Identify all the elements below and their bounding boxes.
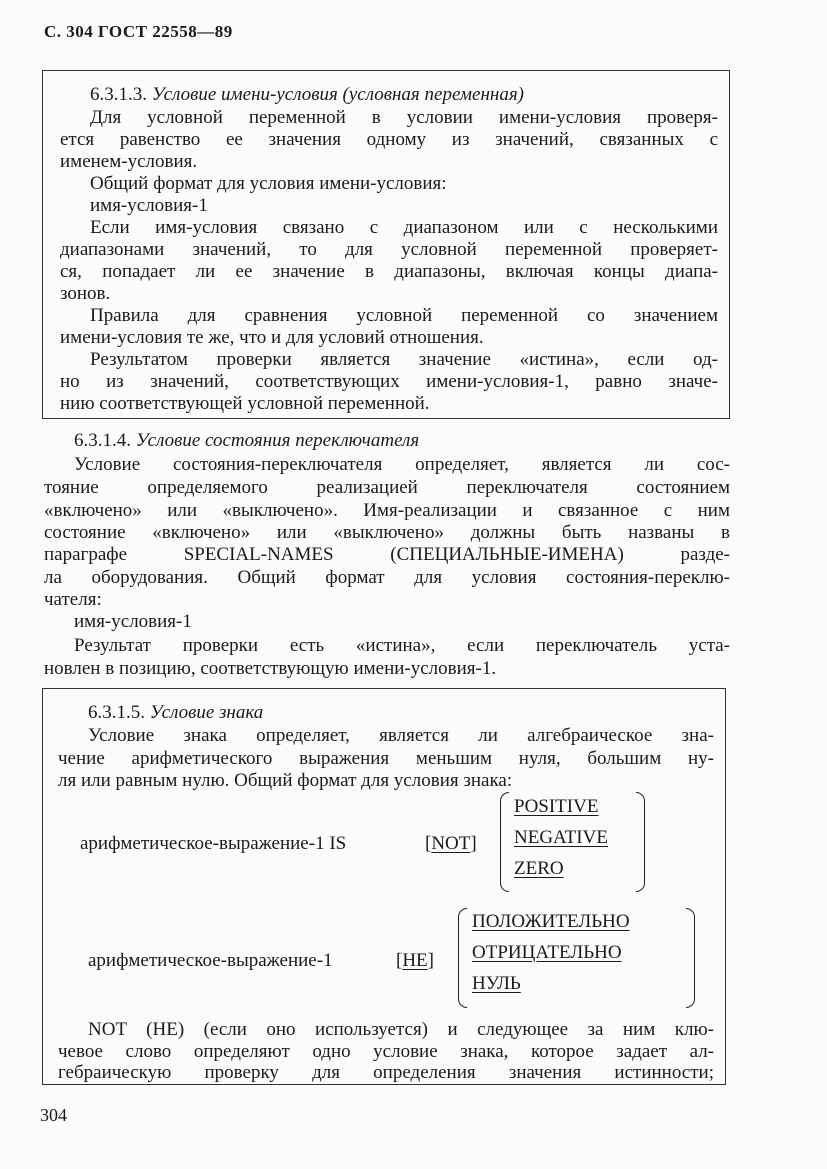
section-heading-6-3-1-5 [88,702,263,724]
format2-choice-1: ОТРИЦАТЕЛЬНО [472,942,622,963]
section-heading-6-3-1-3 [90,84,524,106]
s1-line-4: имя-условия-1 [90,195,208,216]
box1-top-rule [42,70,730,71]
format2-choice-0: ПОЛОЖИТЕЛЬНО [472,911,630,932]
s2-line-1: тояние определяемого реализацией переключателя состоянием [44,477,730,498]
s1-line-6: диапазонами значений, то для условной переменной проверяет- [60,239,718,260]
format2-prefix: арифметическое-выражение-1 [88,950,333,971]
format1-prefix: арифметическое-выражение-1 IS [80,833,347,854]
s1-line-3: Общий формат для условия имени-условия: [90,173,447,194]
s3-line-0: Условие знака определяет, является ли алгебраическое зна- [88,725,714,746]
section-number: 6.3.1.5. [88,702,145,723]
s2-line-8: Результат проверки есть «истина», если переключатель уста- [74,635,730,656]
s2-line-2: «включено» или «выключено». Имя-реализации и связанное с ним [44,500,730,521]
s3-line-2: ля или равным нулю. Общий формат для условия знака: [58,770,513,791]
s1-line-8: зонов. [60,283,111,304]
format2-optional: [НЕ] [396,950,434,971]
s1-line-1: ется равенство ее значения одному из значений, связанных с [60,129,718,150]
box3-bottom-rule [42,1084,726,1085]
s1-line-0: Для условной переменной в условии имени-условия проверя- [90,107,718,128]
format2-optional-word: НЕ [402,950,428,971]
s3-tail-1: чевое слово определяют одно условие знака, которое задает ал- [58,1041,714,1062]
s1-line-12: но из значений, соответствующих имени-условия-1, равно значе- [60,371,718,392]
format2-choice-2: НУЛЬ [472,973,521,994]
s1-line-9: Правила для сравнения условной переменной со значением [90,305,718,326]
s2-line-9: новлен в позицию, соответствующую имени-условия-1. [44,658,497,679]
s1-line-11: Результатом проверки является значение «истина», если од- [90,349,718,370]
format1-optional: [NOT] [425,833,477,854]
page-header: С. 304 ГОСТ 22558—89 [44,22,233,41]
section-title: Условие знака [149,702,264,723]
format1-left-brace [500,792,509,892]
box3-top-rule [42,688,726,689]
s2-line-6: чателя: [44,589,102,610]
s2-line-7: имя-условия-1 [74,611,192,632]
s2-line-5: ла оборудования. Общий формат для условия состояния-переклю- [44,567,730,588]
s2-line-3: состояние «включено» или «выключено» должны быть названы в [44,522,730,543]
s2-line-4: параграфе SPECIAL-NAMES (СПЕЦИАЛЬНЫЕ-ИМЕНА) разде- [44,544,730,565]
format2-left-brace [458,908,467,1008]
s1-line-13: нию соответствующей условной переменной. [60,393,430,414]
s1-line-5: Если имя-условия связано с диапазоном или с несколькими [90,217,718,238]
page-number: 304 [40,1105,67,1125]
section-heading-6-3-1-4 [74,430,419,452]
s3-tail-0: NOT (НЕ) (если оно используется) и следующее за ним клю- [88,1019,714,1040]
format1-choice-1: NEGATIVE [514,827,608,848]
section-title: Условие состояния переключателя [135,430,420,451]
s1-line-10: имени-условия те же, что и для условий отношения. [60,327,484,348]
section-title: Условие имени-условия (условная переменная) [151,84,524,105]
format1-choice-2: ZERO [514,858,564,879]
s3-tail-2: гебраическую проверку для определения значения истинности; [58,1062,714,1083]
format1-optional-word: NOT [431,833,471,854]
s1-line-2: именем-условия. [60,151,198,172]
section-number: 6.3.1.4. [74,430,131,451]
s1-line-7: ся, попадает ли ее значение в диапазоны, включая концы диапа- [60,261,718,282]
format1-right-brace [636,792,645,892]
box1-bottom-rule [42,418,730,419]
format2-right-brace [686,908,695,1008]
section-number: 6.3.1.3. [90,84,147,105]
s3-line-1: чение арифметического выражения меньшим нуля, большим ну- [58,748,714,769]
format1-choice-0: POSITIVE [514,796,599,817]
s2-line-0: Условие состояния-переключателя определяет, является ли сос- [74,454,730,475]
